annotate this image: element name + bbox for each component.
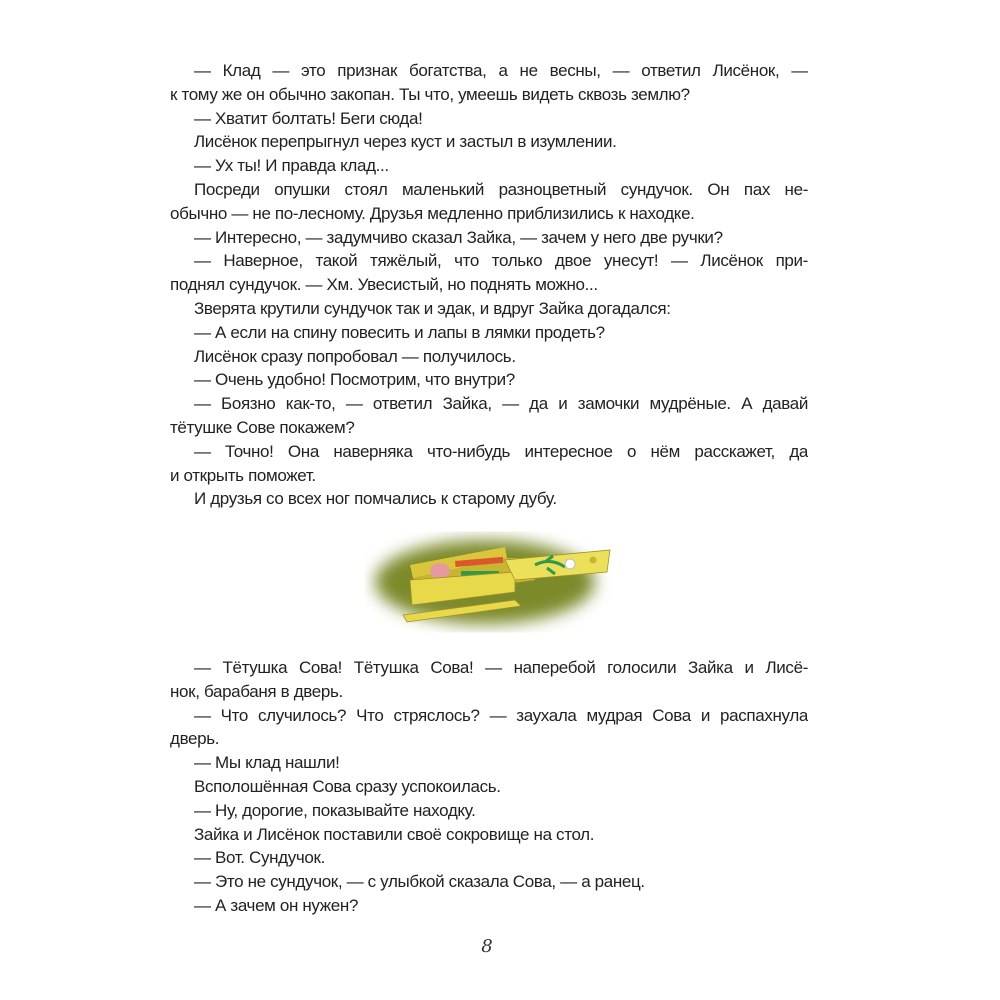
- text-line: Лисёнок перепрыгнул через куст и застыл в изумлении.: [194, 132, 617, 152]
- text-line: Зайка и Лисёнок поставили своё сокровище на стол.: [194, 824, 595, 844]
- text-line: тётушке Сове покажем?: [170, 417, 355, 437]
- text-line: Зверята крутили сундучок так и эдак, и вдруг Зайка догадался:: [194, 298, 671, 318]
- lid-hole: [590, 557, 597, 564]
- text-line: — Тётушка Сова! Тётушка Сова! — наперебой голосили Зайка и Лисё-: [194, 658, 808, 677]
- flower-drawing: [565, 559, 575, 569]
- text-line: — Мы клад нашли!: [194, 753, 340, 773]
- text-line: к тому же он обычно закопан. Ты что, умеешь видеть сквозь землю?: [170, 84, 690, 104]
- text-line: и открыть поможет.: [170, 465, 316, 485]
- text-line: дверь.: [170, 729, 220, 749]
- text-line: нок, барабаня в дверь.: [170, 681, 343, 701]
- text-line: И друзья со всех ног помчались к старому дубу.: [194, 489, 557, 509]
- text-line: поднял сундучок. — Хм. Увесистый, но поднять можно...: [170, 275, 598, 295]
- text-line: — Ну, дорогие, показывайте находку.: [194, 800, 476, 820]
- text-line: — Интересно, — задумчиво сказал Зайка, — зачем у него две ручки?: [194, 227, 723, 247]
- text-line: Лисёнок сразу попробовал — получилось.: [194, 346, 516, 366]
- text-line: — Боязно как-то, — ответил Зайка, — да и замочки мудрёные. А давай: [194, 394, 808, 414]
- text-line: — Очень удобно! Посмотрим, что внутри?: [194, 370, 515, 390]
- page-number: 8: [481, 936, 493, 957]
- text-line: обычно — не по-лесному. Друзья медленно приблизились к находке.: [170, 203, 695, 223]
- text-line: — Ух ты! И правда клад...: [194, 156, 389, 176]
- text-line: — Что случилось? Что стряслось? — заухала мудрая Сова и распахнула: [194, 705, 808, 725]
- text-line: — Вот. Сундучок.: [194, 848, 325, 868]
- eraser: [430, 563, 450, 579]
- text-line: Посреди опушки стоял маленький разноцветный сундучок. Он пах не-: [194, 179, 808, 199]
- text-line: — Это не сундучок, — с улыбкой сказала Сова, — а ранец.: [194, 872, 645, 892]
- text-line: — А если на спину повесить и лапы в лямки продеть?: [194, 322, 605, 342]
- text-line: — Хватит болтать! Беги сюда!: [194, 108, 423, 128]
- text-line: — Клад — это признак богатства, а не весны, — ответил Лисёнок, —: [194, 61, 808, 80]
- pencil-box-illustration: [365, 520, 625, 635]
- text-line: — А зачем он нужен?: [194, 895, 359, 915]
- text-line: — Точно! Она наверняка что-нибудь интересное о нём расскажет, да: [194, 441, 808, 461]
- text-line: Всполошённая Сова сразу успокоилась.: [194, 776, 501, 796]
- text-block-bottom: [170, 656, 808, 918]
- text-block-top: [170, 59, 808, 511]
- text-line: — Наверное, такой тяжёлый, что только двое унесут! — Лисёнок при-: [194, 251, 808, 271]
